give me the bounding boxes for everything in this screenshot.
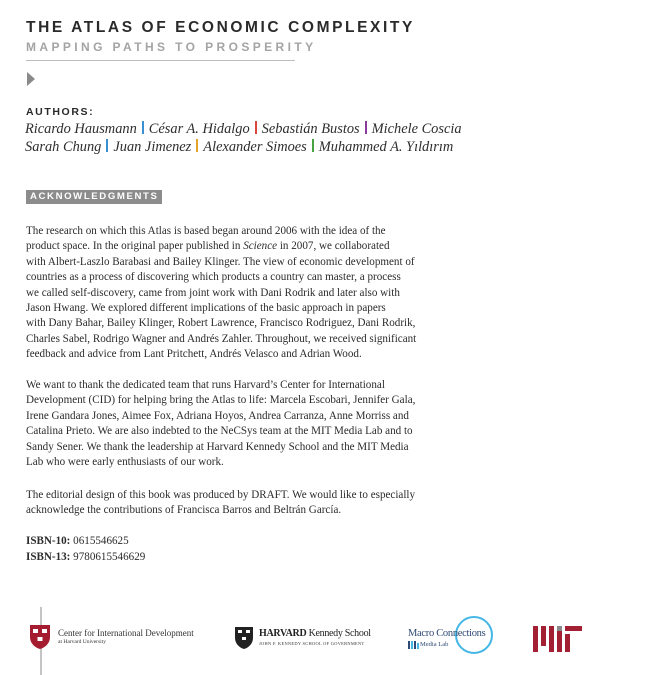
cid-logo-subtitle: at Harvard University [58,639,106,645]
paragraph-line: Irene Gandara Jones, Aimee Fox, Adriana Hoyos, Andrea Carranza, Anne Morriss and [26,409,409,422]
author-name: Alexander Simoes [203,139,307,155]
author-name: Muhammed A. Yıldırım [318,139,454,155]
macro-connections-subtitle: Media Lab [420,641,449,648]
isbn-13-label: ISBN-13: [26,551,71,563]
isbn-10-value: 0615546625 [73,535,129,547]
author-separator [365,121,367,134]
acknowledgments-heading: ACKNOWLEDGMENTS [26,190,162,204]
paragraph-line: with Albert-Laszlo Barabasi and Bailey Klinger. The view of economic development of [26,255,415,268]
mit-media-lab-mini-icon [408,640,419,649]
hks-logo-name: HARVARD Kennedy School [259,628,371,639]
paragraph-line: we called self-discovery, came from joint work with Dani Rodrik and later also with [26,286,400,299]
acknowledgments-paragraph-2 [26,378,415,470]
author-name: César A. Hidalgo [148,121,250,137]
author-separator [196,139,198,152]
play-triangle-icon [27,72,35,86]
paragraph-line: Sandy Sener. We thank the leadership at Harvard Kennedy School and the MIT Media [26,440,409,453]
acknowledgments-paragraph-1 [26,224,416,363]
harvard-shield-icon [29,624,51,650]
paragraph-line: Development (CID) for helping bring the Atlas to life: Marcela Escobari, Jennifer Gala, [26,394,416,407]
page-subtitle: MAPPING PATHS TO PROSPERITY [26,40,317,54]
author-name: Ricardo Hausmann [25,121,137,137]
authors-heading: AUTHORS: [26,106,95,118]
macro-connections-name: Macro Connections [408,628,486,639]
paragraph-line: product space. In the original paper published in Science in 2007, we collaborated [26,240,390,253]
title-divider [26,60,295,61]
isbn-13 [26,550,145,565]
paragraph-line: Catalina Prieto. We are also indebted to the NeCSys team at the MIT Media Lab and to [26,425,413,438]
hks-logo-subtitle: JOHN F. KENNEDY SCHOOL OF GOVERNMENT [259,641,365,646]
author-name: Sarah Chung [25,139,102,155]
paragraph-line: We want to thank the dedicated team that runs Harvard’s Center for International [26,379,385,391]
isbn-13-value: 9780615546629 [73,551,146,563]
paragraph-line: with Dany Bahar, Bailey Klinger, Robert Lawrence, Francisco Rodriguez, Dani Rodrik, [26,317,416,330]
author-name: Juan Jimenez [113,139,192,155]
paragraph-line: The editorial design of this book was produced by DRAFT. We would like to especially [26,489,416,501]
author-separator [255,121,257,134]
authors-line-2 [25,139,453,156]
author-separator [106,139,108,152]
paragraph-line: Lab who were early enthusiasts of our work. [26,456,224,469]
paragraph-line: The research on which this Atlas is based began around 2006 with the idea of the [26,225,386,237]
hks-shield-icon [234,626,254,650]
cid-logo-name: Center for International Development [58,628,194,638]
acknowledgments-paragraph-3 [26,488,415,519]
paragraph-line: acknowledge the contributions of Francisca Barros and Beltrán García. [26,504,342,517]
paragraph-line: countries as a process of discovering which products a country can master, a process [26,271,401,284]
paragraph-line: feedback and advice from Lant Pritchett, Andrés Velasco and Adrian Wood. [26,348,362,361]
mit-logo [533,626,582,652]
paragraph-line: Charles Sabel, Rodrigo Wagner and Andrés Zahler. Throughout, we received significant [26,332,417,345]
author-separator [142,121,144,134]
paragraph-line: Jason Hwang. We explored different implications of the basic approach in papers [26,302,386,315]
author-name: Sebastián Bustos [261,121,360,137]
isbn-10 [26,534,129,549]
authors-line-1 [25,121,462,138]
author-separator [312,139,314,152]
author-name: Michele Coscia [371,121,462,137]
page-title: THE ATLAS OF ECONOMIC COMPLEXITY [26,19,415,36]
isbn-10-label: ISBN-10: [26,535,71,547]
